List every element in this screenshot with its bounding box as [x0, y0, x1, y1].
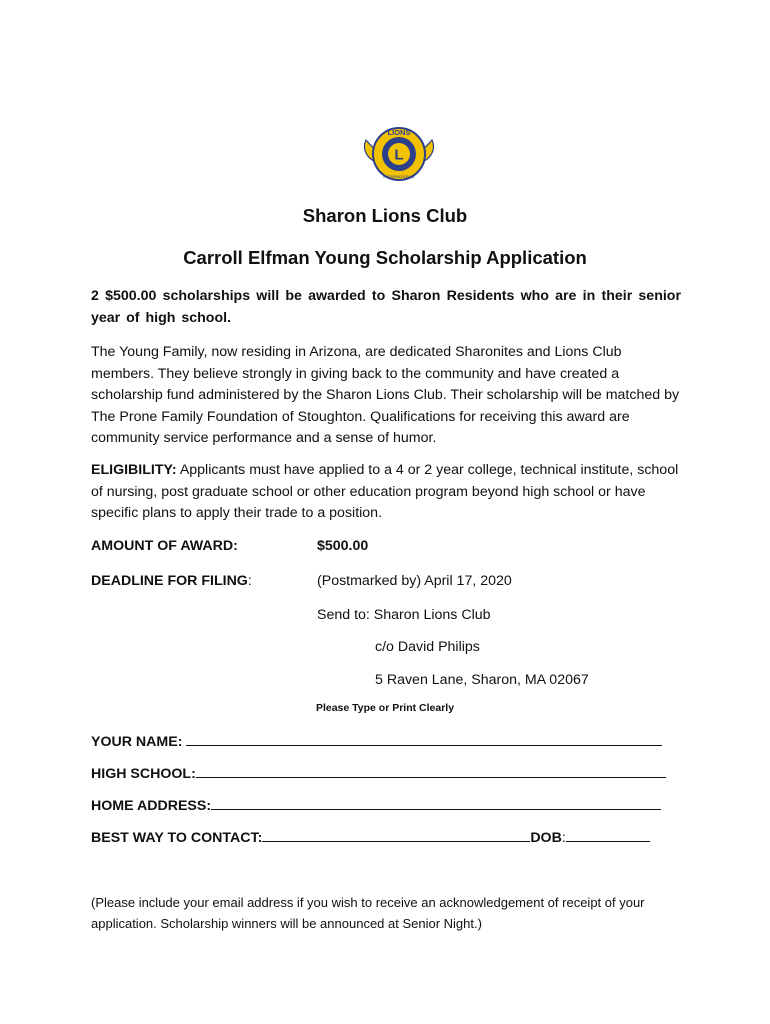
- emblem-center-letter: L: [394, 146, 404, 164]
- school-field-row: [91, 764, 666, 782]
- name-input-line[interactable]: [186, 732, 662, 746]
- instruction-note: Please Type or Print Clearly: [315, 702, 455, 714]
- send-to: Send to: Sharon Lions Club: [317, 607, 491, 623]
- page-title: Carroll Elfman Young Scholarship Application: [183, 247, 587, 268]
- address-input-line[interactable]: [211, 796, 661, 810]
- footer-note: (Please include your email address if you wish to receive an acknowledgement of receipt of your application. Scholarship winners will be announced at Senior Night.): [91, 895, 645, 931]
- dob-colon: :: [561, 830, 566, 846]
- name-field-row: [91, 732, 662, 750]
- lions-club-emblem-icon: [362, 118, 436, 190]
- emblem-top-text: LIONS: [387, 128, 411, 137]
- deadline-label: DEADLINE FOR FILING: [91, 573, 248, 589]
- school-label: HIGH SCHOOL:: [91, 766, 196, 782]
- deadline-value: (Postmarked by) April 17, 2020: [317, 573, 512, 589]
- address-field-row: [91, 796, 661, 814]
- eligibility-label: ELIGIBILITY:: [91, 462, 177, 478]
- amount-value: $500.00: [317, 538, 369, 554]
- scholarship-intro: 2 $500.00 scholarships will be awarded to Sharon Residents who are in their senior year of high school.: [91, 288, 681, 326]
- deadline-colon: :: [247, 573, 252, 589]
- dob-label: DOB: [530, 830, 562, 846]
- name-label: YOUR NAME:: [91, 734, 183, 750]
- address-line-2: 5 Raven Lane, Sharon, MA 02067: [375, 672, 589, 688]
- dob-input-line[interactable]: [566, 828, 650, 842]
- amount-label: AMOUNT OF AWARD:: [91, 538, 238, 554]
- home-address-label: HOME ADDRESS:: [91, 798, 212, 814]
- deadline-label-row: [91, 573, 252, 589]
- eligibility-paragraph: [91, 460, 681, 525]
- organization-name: Sharon Lions Club: [302, 205, 468, 226]
- contact-field-row: [91, 828, 650, 846]
- school-input-line[interactable]: [196, 764, 666, 778]
- emblem-bottom-text: INTERNATIONAL: [383, 174, 415, 179]
- contact-label: BEST WAY TO CONTACT:: [91, 830, 263, 846]
- contact-input-line[interactable]: [262, 828, 530, 842]
- description-paragraph: The Young Family, now residing in Arizona, are dedicated Sharonites and Lions Club members. They believe strongly in giving back to the community and have created a scholarship fund administered by the Sharon Lions Club. Their scholarship will be matched by The Prone Family Foundation of Stoughton. Qualifications for receiving this award are community service performance and a sense of humor.: [91, 344, 680, 446]
- eligibility-text: Applicants must have applied to a 4 or 2 year college, technical institute, school of nursing, post graduate school or other education program beyond high school or have specific plans to apply their trade to a position.: [91, 462, 679, 521]
- address-line-1: c/o David Philips: [375, 639, 480, 655]
